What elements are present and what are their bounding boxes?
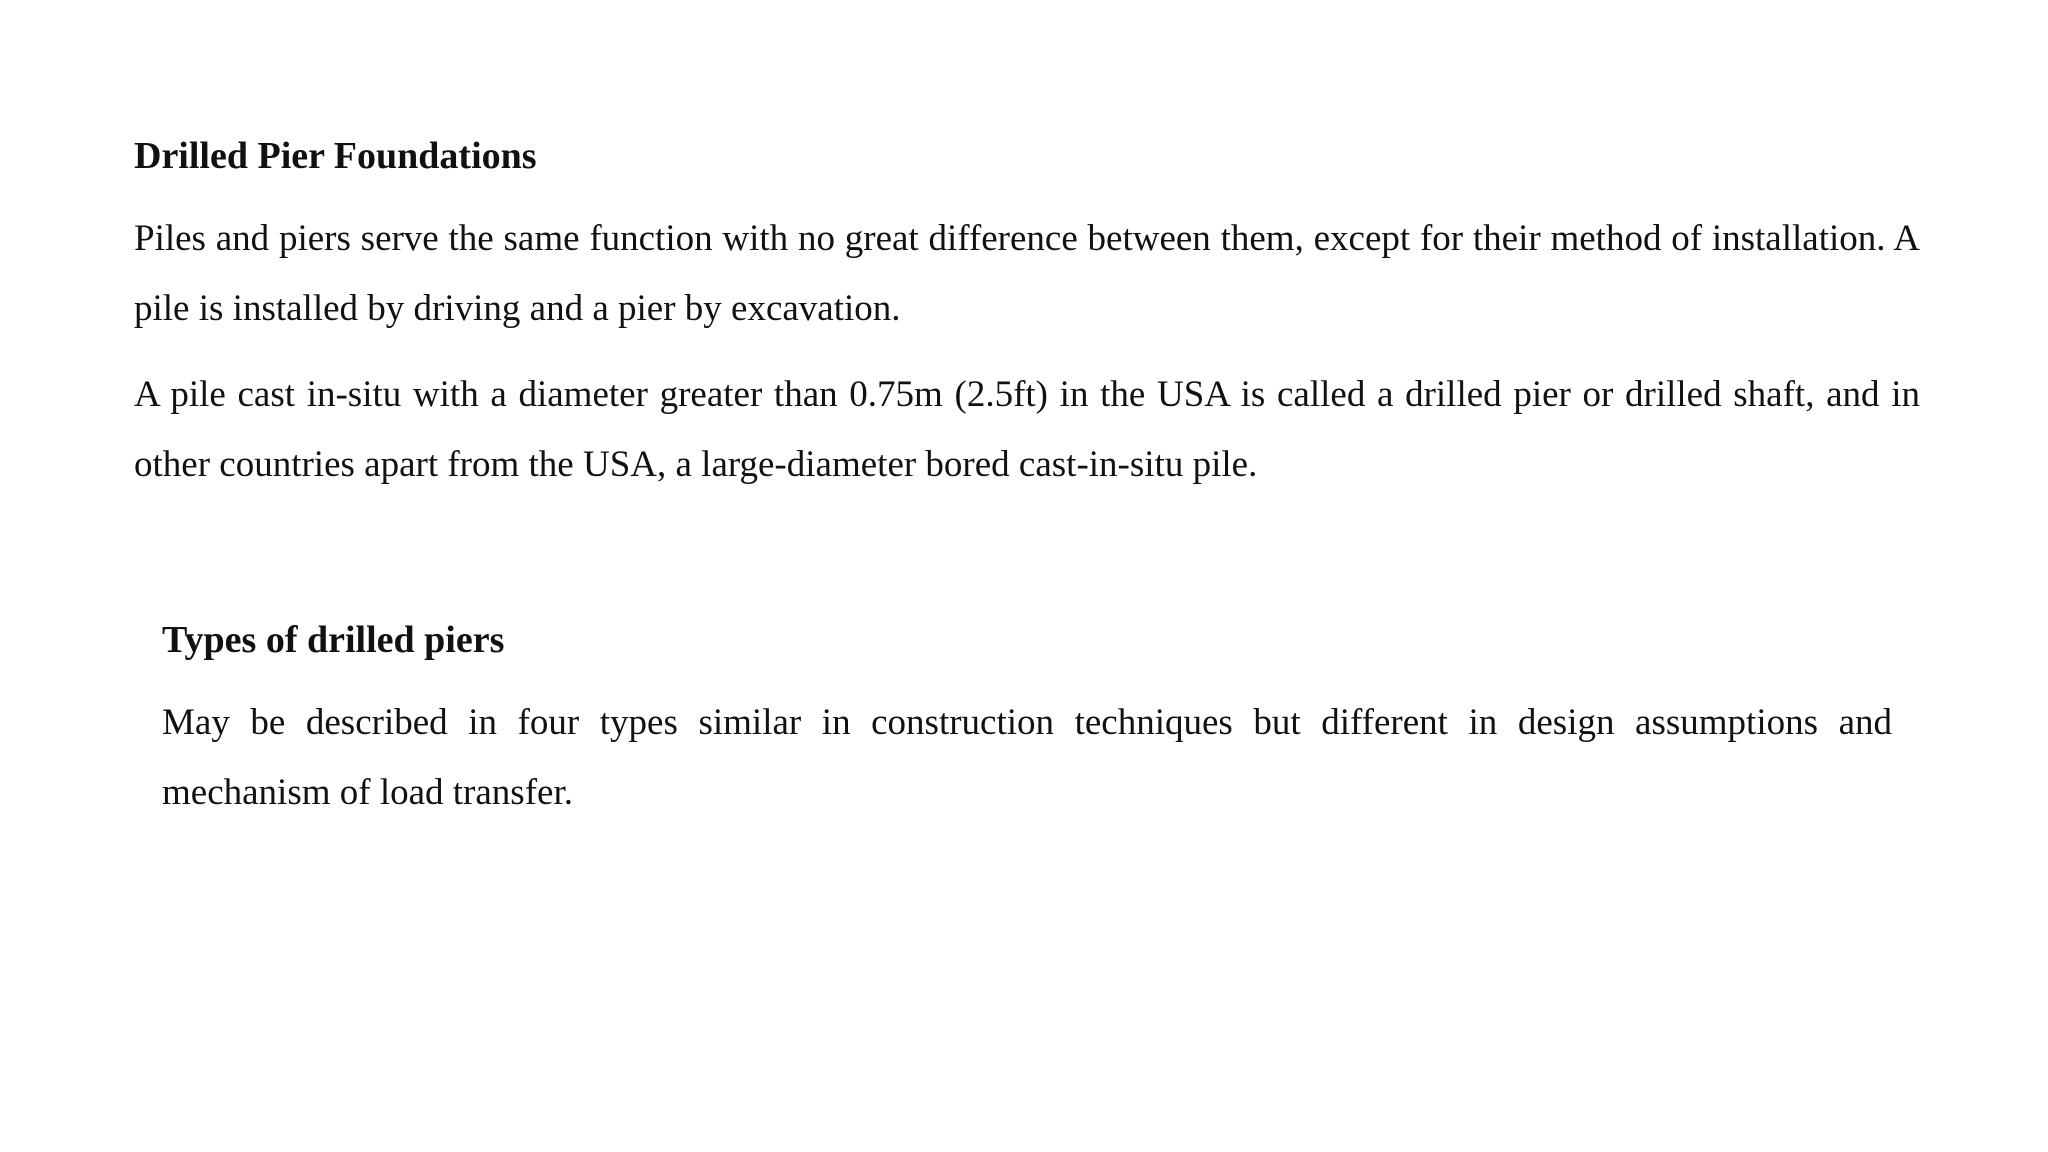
section-drilled-pier-foundations [134, 128, 1920, 516]
paragraph-drilled-pier-definition: A pile cast in-situ with a diameter greater than 0.75m (2.5ft) in the USA is called a drilled pier or drilled shaft, and in other countries apart from the USA, a large-diameter bored cast-in-situ pile. [134, 374, 1920, 485]
paragraph-four-types: May be described in four types similar in construction techniques but different in design assumptions and mechanism of load transfer. [162, 702, 1892, 813]
section-types-of-drilled-piers [162, 612, 1892, 844]
paragraph-piles-and-piers: Piles and piers serve the same function with no great difference between them, except for their method of installation. A pile is installed by driving and a pier by excavation. [134, 218, 1920, 329]
section-heading: Types of drilled piers [162, 619, 505, 661]
section-heading: Drilled Pier Foundations [134, 135, 537, 177]
